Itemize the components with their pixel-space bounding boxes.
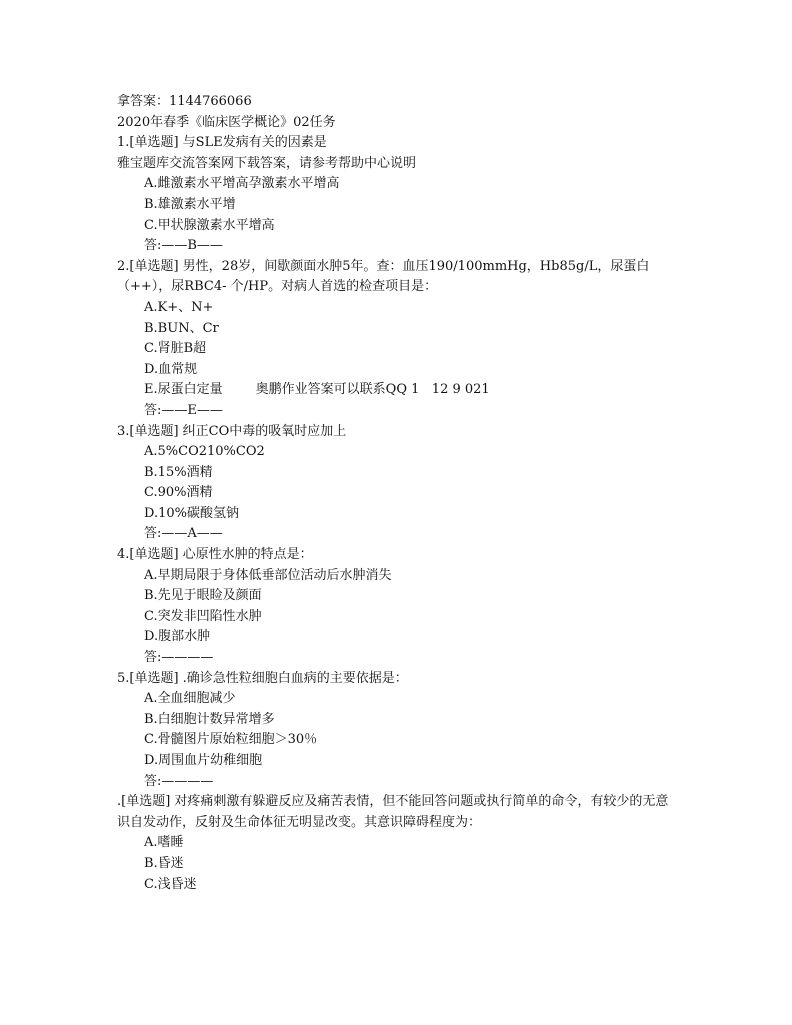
option-c: C.肾脏B超 bbox=[144, 341, 207, 357]
question-6 bbox=[117, 792, 677, 895]
question-4 bbox=[117, 545, 677, 669]
option-b: B.BUN、Cr bbox=[144, 320, 219, 336]
option-b: B.雄激素水平增 bbox=[144, 196, 236, 212]
option-b: B.先见于眼睑及颜面 bbox=[144, 588, 262, 604]
contact-line: 拿答案：1144766066 bbox=[117, 94, 252, 109]
option-a: A.雌激素水平增高孕激素水平增高 bbox=[144, 176, 340, 192]
option-b: B.昏迷 bbox=[144, 855, 184, 871]
option-a: A.全血细胞减少 bbox=[144, 691, 236, 707]
option-a: A.5%CO210%CO2 bbox=[144, 444, 265, 460]
question-stem: 4.[单选题] 心原性水肿的特点是： bbox=[117, 547, 313, 563]
document-title: 2020年春季《临床医学概论》02任务 bbox=[117, 114, 336, 130]
question-2 bbox=[117, 257, 677, 422]
option-c: C.甲状腺激素水平增高 bbox=[144, 217, 275, 233]
option-c: C.突发非凹陷性水肿 bbox=[144, 608, 262, 624]
question-stem: 2.[单选题] 男性，28岁，间歇颜面水肿5年。查：血压190/100mmHg，Hb85g/L，尿蛋白（++），尿RBC4- 个/HP。对病人首选的检查项目是： bbox=[117, 258, 650, 295]
answer-line: 答:———— bbox=[144, 650, 214, 666]
question-stem: 5.[单选题] .确诊急性粒细胞白血病的主要依据是： bbox=[117, 670, 408, 686]
option-a: A.K+、N+ bbox=[144, 299, 214, 315]
question-1 bbox=[117, 133, 677, 257]
answer-line: 答:——B—— bbox=[144, 238, 223, 254]
question-stem: 3.[单选题] 纠正CO中毒的吸氧时应加上 bbox=[117, 423, 347, 439]
option-d: D.10%碳酸氢钠 bbox=[144, 505, 239, 521]
question-5 bbox=[117, 669, 677, 793]
option-c: C.90%酒精 bbox=[144, 485, 213, 501]
option-e: E.尿蛋白定量 奥鹏作业答案可以联系QQ 1 12 9 021 bbox=[144, 382, 490, 398]
option-d: D.腹部水肿 bbox=[144, 629, 211, 645]
answer-line: 答:——E—— bbox=[144, 402, 223, 418]
option-d: D.血常规 bbox=[144, 361, 198, 377]
option-b: B.白细胞计数异常增多 bbox=[144, 711, 275, 727]
option-a: A.嗜睡 bbox=[144, 835, 184, 851]
answer-line: 答:——A—— bbox=[144, 526, 223, 542]
option-d: D.周围血片幼稚细胞 bbox=[144, 753, 263, 768]
answer-line: 答:———— bbox=[144, 773, 214, 789]
option-c: C.骨髓图片原始粒细胞＞30％ bbox=[144, 732, 318, 748]
option-b: B.15%酒精 bbox=[144, 464, 213, 480]
document-body bbox=[117, 92, 677, 895]
question-stem: 1.[单选题] 与SLE发病有关的因素是 bbox=[117, 135, 327, 151]
question-stem: .[单选题] 对疼痛刺激有躲避反应及痛苦表情，但不能回答问题或执行简单的命令，有较少的无意识自发动作，反射及生命体征无明显改变。其意识障碍程度为： bbox=[117, 794, 669, 830]
option-a: A.早期局限于身体低垂部位活动后水肿消失 bbox=[144, 567, 392, 583]
question-3 bbox=[117, 422, 677, 546]
question-note: 雅宝题库交流答案网下载答案，请参考帮助中心说明 bbox=[117, 155, 417, 171]
option-c: C.浅昏迷 bbox=[144, 876, 197, 892]
